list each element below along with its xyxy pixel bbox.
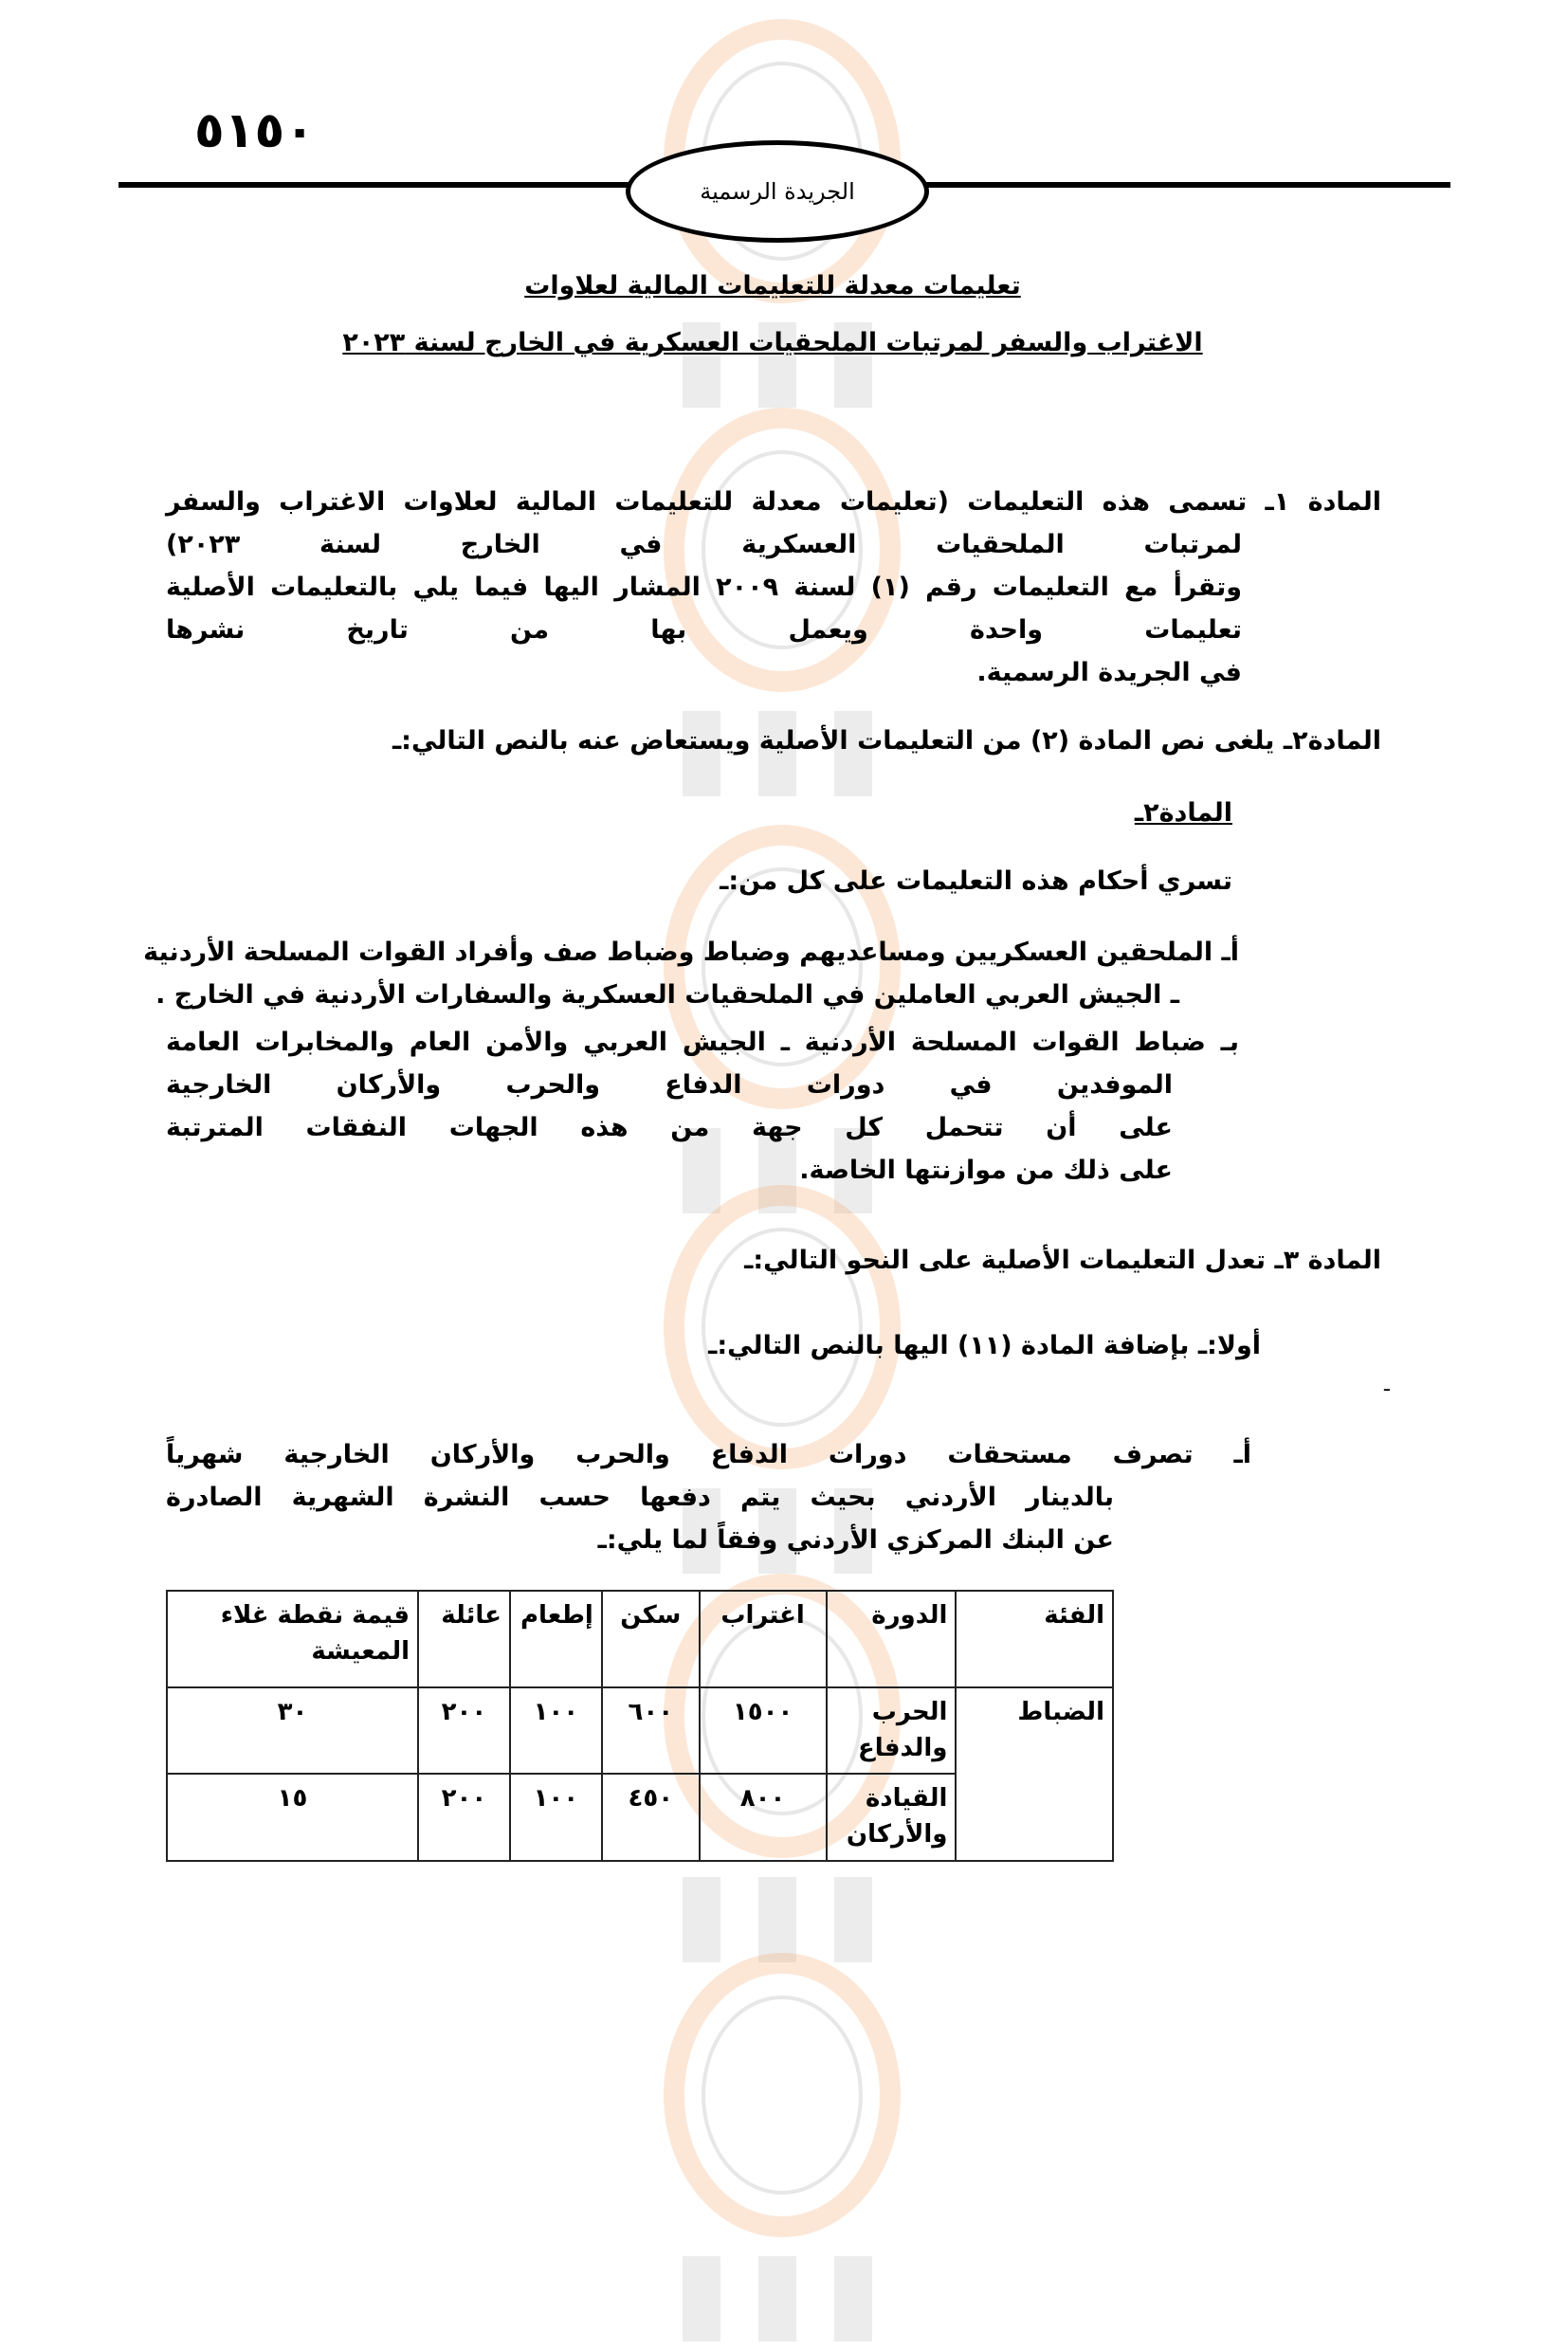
article3-item-a-line: بالدينار الأردني بحيث يتم دفعها حسب النشرة الشهرية الصادرة — [166, 1483, 1114, 1512]
allowances-table — [166, 1590, 1114, 1862]
article2-scope: تسري أحكام هذه التعليمات على كل من:ـ — [720, 866, 1232, 896]
stray-mark: ـ — [1384, 1373, 1390, 1395]
article1-line: وتقرأ مع التعليمات رقم (١) لسنة ٢٠٠٩ المشار اليها فيما يلي بالتعليمات الأصلية — [166, 573, 1243, 602]
header-cell: اغتراب — [700, 1591, 827, 1687]
article3-first: أولا:ـ بإضافة المادة (١١) اليها بالنص التالي:ـ — [708, 1331, 1261, 1360]
value-cell: ٢٠٠ — [418, 1774, 510, 1861]
article2-heading: المادة٢ـ — [1134, 798, 1232, 828]
article1-line: في الجريدة الرسمية. — [976, 658, 1242, 687]
value-cell: ٣٠ — [167, 1687, 418, 1774]
article1-line: لمرتبات الملحقيات العسكرية في الخارج لسنة ٢٠٢٣) — [166, 530, 1242, 559]
header-cell: الدورة — [827, 1591, 957, 1687]
value-cell: ٦٠٠ — [602, 1687, 700, 1774]
article2-item-a-line: ـ الجيش العربي العاملين في الملحقيات العسكرية والسفارات الأردنية في الخارج . — [155, 980, 1179, 1010]
gazette-name: الجريدة الرسمية — [700, 178, 855, 205]
value-cell: ١٥٠٠ — [700, 1687, 827, 1774]
value-cell: ١٥ — [167, 1774, 418, 1861]
header-cell: الفئة — [956, 1591, 1113, 1687]
course-cell: الحرب والدفاع — [827, 1687, 957, 1774]
article3-intro: المادة ٣ـ تعدل التعليمات الأصلية على النحو التالي:ـ — [744, 1246, 1381, 1275]
document-title-line1: تعليمات معدلة للتعليمات المالية لعلاوات — [524, 271, 1021, 301]
table-header-row — [167, 1591, 1113, 1687]
header-cell: عائلة — [418, 1591, 510, 1687]
article2-item-b-line: على ذلك من موازنتها الخاصة. — [799, 1156, 1173, 1185]
article2-item-b-line: على أن تتحمل كل جهة من هذه الجهات النفقات المترتبة — [166, 1113, 1173, 1142]
page-number: ٥١٥٠ — [194, 102, 315, 159]
header-cell: قيمة نقطة غلاء المعيشة — [167, 1591, 418, 1687]
article2-item-b-line: الموفدين في دورات الدفاع والحرب والأركان الخارجية — [166, 1070, 1173, 1100]
course-cell: القيادة والأركان — [827, 1774, 957, 1861]
value-cell: ٨٠٠ — [700, 1774, 827, 1861]
article3-item-a-line: عن البنك المركزي الأردني وفقاً لما يلي:ـ — [597, 1525, 1114, 1555]
article3-item-a-line: أـ تصرف مستحقات دورات الدفاع والحرب والأركان الخارجية شهرياً — [166, 1440, 1251, 1469]
value-cell: ١٠٠ — [510, 1774, 602, 1861]
article1-line: المادة ١ـ تسمى هذه التعليمات (تعليمات معدلة للتعليمات المالية لعلاوات الاغتراب والسفر — [166, 487, 1381, 517]
table-row — [167, 1687, 1113, 1774]
header-cell: سكن — [602, 1591, 700, 1687]
value-cell: ٢٠٠ — [418, 1687, 510, 1774]
document-title-line2: الاغتراب والسفر لمرتبات الملحقيات العسكرية في الخارج لسنة ٢٠٢٣ — [342, 328, 1203, 357]
value-cell: ١٠٠ — [510, 1687, 602, 1774]
header-cell: إطعام — [510, 1591, 602, 1687]
value-cell: ٤٥٠ — [602, 1774, 700, 1861]
article1-line: تعليمات واحدة ويعمل بها من تاريخ نشرها — [166, 615, 1242, 645]
article2-item-b-line: بـ ضباط القوات المسلحة الأردنية ـ الجيش العربي والأمن العام والمخابرات العامة — [166, 1028, 1239, 1057]
article2-intro: المادة٢ـ يلغى نص المادة (٢) من التعليمات الأصلية ويستعاض عنه بالنص التالي:ـ — [392, 726, 1381, 756]
gazette-ellipse — [626, 140, 929, 243]
watermark-logo — [664, 1953, 901, 2351]
category-cell: الضباط — [956, 1687, 1113, 1861]
article2-item-a-line: أـ الملحقين العسكريين ومساعديهم وضباط وضباط صف وأفراد القوات المسلحة الأردنية — [143, 938, 1239, 967]
